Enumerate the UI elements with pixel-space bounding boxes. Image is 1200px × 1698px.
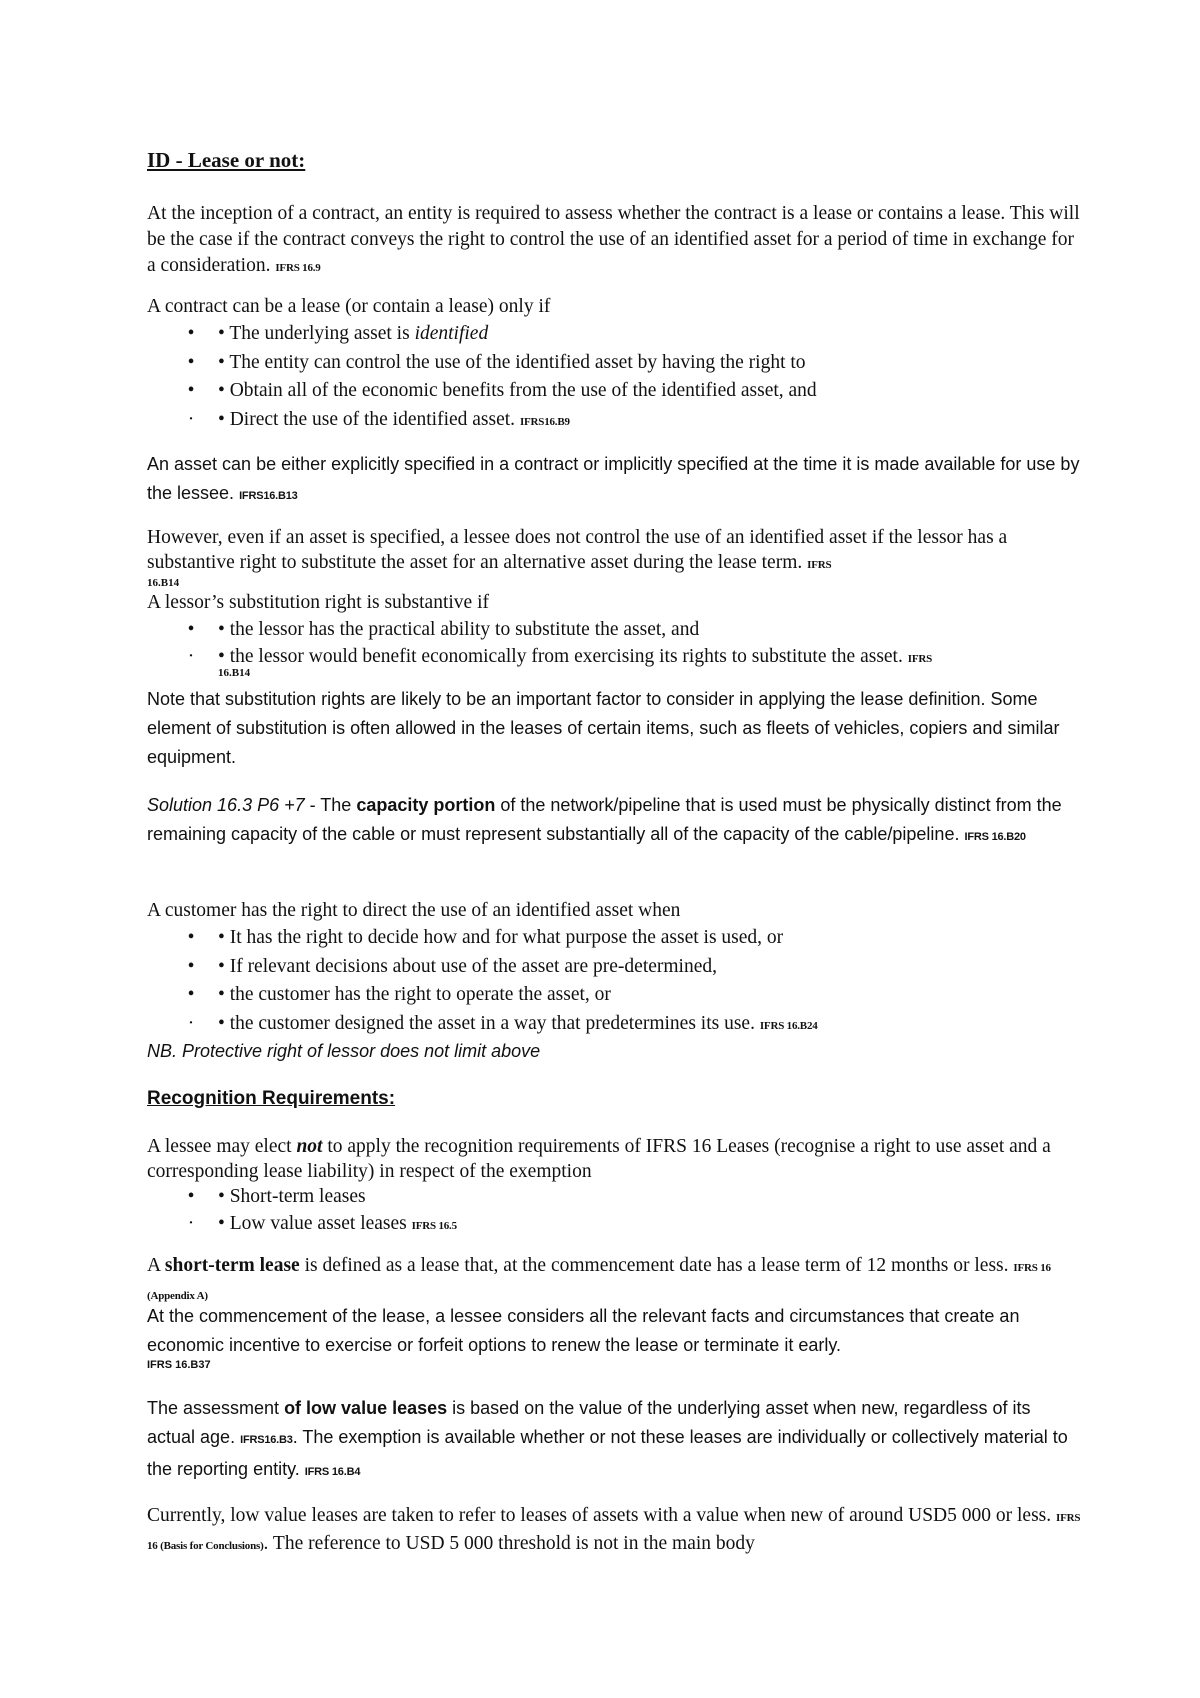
list-item-text: • Direct the use of the identified asset. xyxy=(218,408,516,430)
list-item xyxy=(147,407,1082,436)
list-item-text: • It has the right to decide how and for what purpose the asset is used, or xyxy=(218,927,784,948)
bullet-icon: • xyxy=(187,351,195,373)
list-item-text: • the lessor has the practical ability to substitute the asset, and xyxy=(218,619,700,640)
substitution-ref-continued xyxy=(147,577,1082,590)
list-item xyxy=(147,954,1082,983)
exemption-text-continued: to apply the recognition requirements of IFRS 16 Leases (recognise a right to use asset and a corresponding lease liability) in respect of the exemption xyxy=(147,1136,1051,1182)
ifrs-reference: IFRS 16.5 xyxy=(411,1219,457,1232)
list-item xyxy=(147,350,1082,379)
short-term-paragraph xyxy=(147,1253,1082,1309)
ifrs-reference: IFRS xyxy=(907,652,932,665)
short-term-emphasis: short-term lease xyxy=(164,1255,300,1276)
conditions-lead-text: A contract can be a lease (or contain a lease) only if xyxy=(147,296,551,317)
direct-use-lead xyxy=(147,898,1082,924)
direct-use-lead-text: A customer has the right to direct the use of an identified asset when xyxy=(147,900,681,921)
ifrs-reference: IFRS16.B13 xyxy=(239,490,298,502)
exemption-emphasis: not xyxy=(296,1136,323,1157)
list-item xyxy=(147,982,1082,1011)
low-value-text-continued: is based on the value of the underlying asset when new, regardless of its actual age. xyxy=(147,1398,1031,1447)
list-item-text: • The entity can control the use of the identified asset by having the right to xyxy=(218,351,806,373)
ifrs-reference: IFRS 16.B20 xyxy=(964,831,1026,843)
list-item-text: • Obtain all of the economic benefits from the use of the identified asset, and xyxy=(218,380,817,401)
nb-note xyxy=(147,1037,1082,1066)
ifrs-reference: 16.B14 xyxy=(218,666,251,679)
solution-text: of the network/pipeline that is used must be physically distinct from the remaining capacity of the cable or must represent substantially all of the capacity of the cable/pipeline. xyxy=(147,795,1062,844)
note-paragraph xyxy=(147,685,1082,772)
solution-emphasis: capacity portion xyxy=(356,795,496,815)
list-item-text: • Low value asset leases xyxy=(218,1212,407,1234)
list-item-text: • The underlying asset is xyxy=(218,323,415,344)
ifrs-reference: IFRS 16.9 xyxy=(275,262,321,274)
list-item xyxy=(147,925,1082,954)
list-item xyxy=(147,1211,1082,1238)
bullet-icon: • xyxy=(187,927,195,948)
list-item-text: • the customer has the right to operate the asset, or xyxy=(218,984,611,1005)
nb-text: NB. Protective right of lessor does not limit above xyxy=(147,1041,541,1061)
bullet-icon: • xyxy=(187,955,195,977)
short-term-text: A xyxy=(147,1255,165,1276)
bullet-icon: · xyxy=(187,1212,195,1234)
ifrs-reference: IFRS 16.B4 xyxy=(304,1466,361,1478)
commencement-text: At the commencement of the lease, a lessee considers all the relevant facts and circumstances that create an economic incentive to exercise or forfeit options to renew the lease or terminate it early. xyxy=(147,1306,1020,1355)
ifrs-reference: IFRS16.B3 xyxy=(240,1434,293,1446)
substitution-paragraph xyxy=(147,525,1082,578)
commencement-paragraph xyxy=(147,1302,1082,1360)
section-heading-recognition xyxy=(147,1088,1082,1110)
ifrs-reference: IFRS 16 (Appendix A) xyxy=(147,1262,1051,1302)
list-item xyxy=(147,321,1082,350)
substitution-text: However, even if an asset is specified, a lessee does not control the use of an identified asset if the lessor has a substantive right to substitute the asset for an alternative asset during the lease term. xyxy=(147,527,1008,573)
ifrs-reference: IFRS 16.B37 xyxy=(147,1359,211,1371)
list-item-text: • Short-term leases xyxy=(218,1186,366,1207)
solution-paragraph xyxy=(147,791,1082,852)
list-item xyxy=(147,1184,1082,1211)
bullet-icon: · xyxy=(187,408,195,430)
bullet-icon: • xyxy=(187,380,195,401)
specified-text: An asset can be either explicitly specified in a contract or implicitly specified at the time it is made available for use by the lessee. xyxy=(147,454,1080,503)
list-item-text: • the lessor would benefit economically from exercising its rights to substitute the asset. xyxy=(218,645,903,667)
commencement-ref xyxy=(147,1359,1082,1372)
substantive-lead-text: A lessor’s substitution right is substantive if xyxy=(147,592,489,613)
list-item xyxy=(147,1011,1082,1040)
solution-label: Solution 16.3 P6 +7 xyxy=(147,795,305,815)
bullet-icon: • xyxy=(187,619,195,640)
exemption-text: A lessee may elect xyxy=(147,1136,297,1157)
ifrs-reference: IFRS 16.B24 xyxy=(759,1019,818,1032)
direct-use-list xyxy=(147,925,1082,1039)
low-value-emphasis: of low value leases xyxy=(284,1398,448,1418)
short-term-text-continued: is defined as a lease that, at the commencement date has a lease term of 12 months or less. xyxy=(299,1255,1009,1276)
intro-text: At the inception of a contract, an entity is required to assess whether the contract is a lease or contains a lease. This will be the case if the contract conveys the right to control the use of an identified asset for a period of time in exchange for a consideration. xyxy=(147,203,1080,276)
section-heading-lease-or-not xyxy=(147,148,1082,173)
substantive-lead xyxy=(147,590,1082,616)
bullet-icon: · xyxy=(187,1012,195,1034)
exemption-list xyxy=(147,1184,1082,1237)
exemption-paragraph xyxy=(147,1134,1082,1184)
conditions-lead xyxy=(147,294,1082,320)
ifrs-reference: IFRS16.B9 xyxy=(519,415,570,428)
specified-asset-paragraph xyxy=(147,450,1082,511)
heading-text: Recognition Requirements: xyxy=(147,1088,396,1109)
currently-text-continued: . The reference to USD 5 000 threshold is not in the main body xyxy=(263,1533,755,1554)
list-item-text: • If relevant decisions about use of the asset are pre-determined, xyxy=(218,955,718,977)
bullet-icon: • xyxy=(187,984,195,1005)
low-value-text-end: . The exemption is available whether or not these leases are individually or collectively material to the reporting entity. xyxy=(147,1427,1068,1479)
ifrs-reference: 16.B14 xyxy=(147,577,180,589)
note-text: Note that substitution rights are likely to be an important factor to consider in applying the lease definition. Some element of substitution is often allowed in the leases of certain items, such as fleets of vehicles, copiers and similar equipment. xyxy=(147,689,1060,767)
list-item xyxy=(147,378,1082,407)
list-item xyxy=(147,617,1082,644)
list-item-emphasis: identified xyxy=(414,323,489,344)
bullet-icon: • xyxy=(187,323,195,344)
bullet-icon: • xyxy=(187,1186,195,1207)
solution-dash: - The xyxy=(304,795,357,815)
ifrs-reference: IFRS xyxy=(807,559,832,571)
currently-paragraph xyxy=(147,1503,1082,1559)
substantive-list xyxy=(147,617,1082,679)
list-item-text: • the customer designed the asset in a way that predetermines its use. xyxy=(218,1012,755,1034)
ifrs-reference: IFRS 16 (Basis for Conclusions) xyxy=(147,1512,1081,1552)
intro-paragraph xyxy=(147,201,1082,281)
low-value-paragraph xyxy=(147,1394,1082,1487)
heading-text: ID - Lease or not: xyxy=(147,148,306,172)
list-item xyxy=(147,644,1082,679)
bullet-icon: · xyxy=(187,645,195,667)
low-value-text: The assessment xyxy=(147,1398,285,1418)
conditions-list xyxy=(147,321,1082,435)
currently-text: Currently, low value leases are taken to refer to leases of assets with a value when new of around USD5 000 or less. xyxy=(147,1505,1052,1526)
